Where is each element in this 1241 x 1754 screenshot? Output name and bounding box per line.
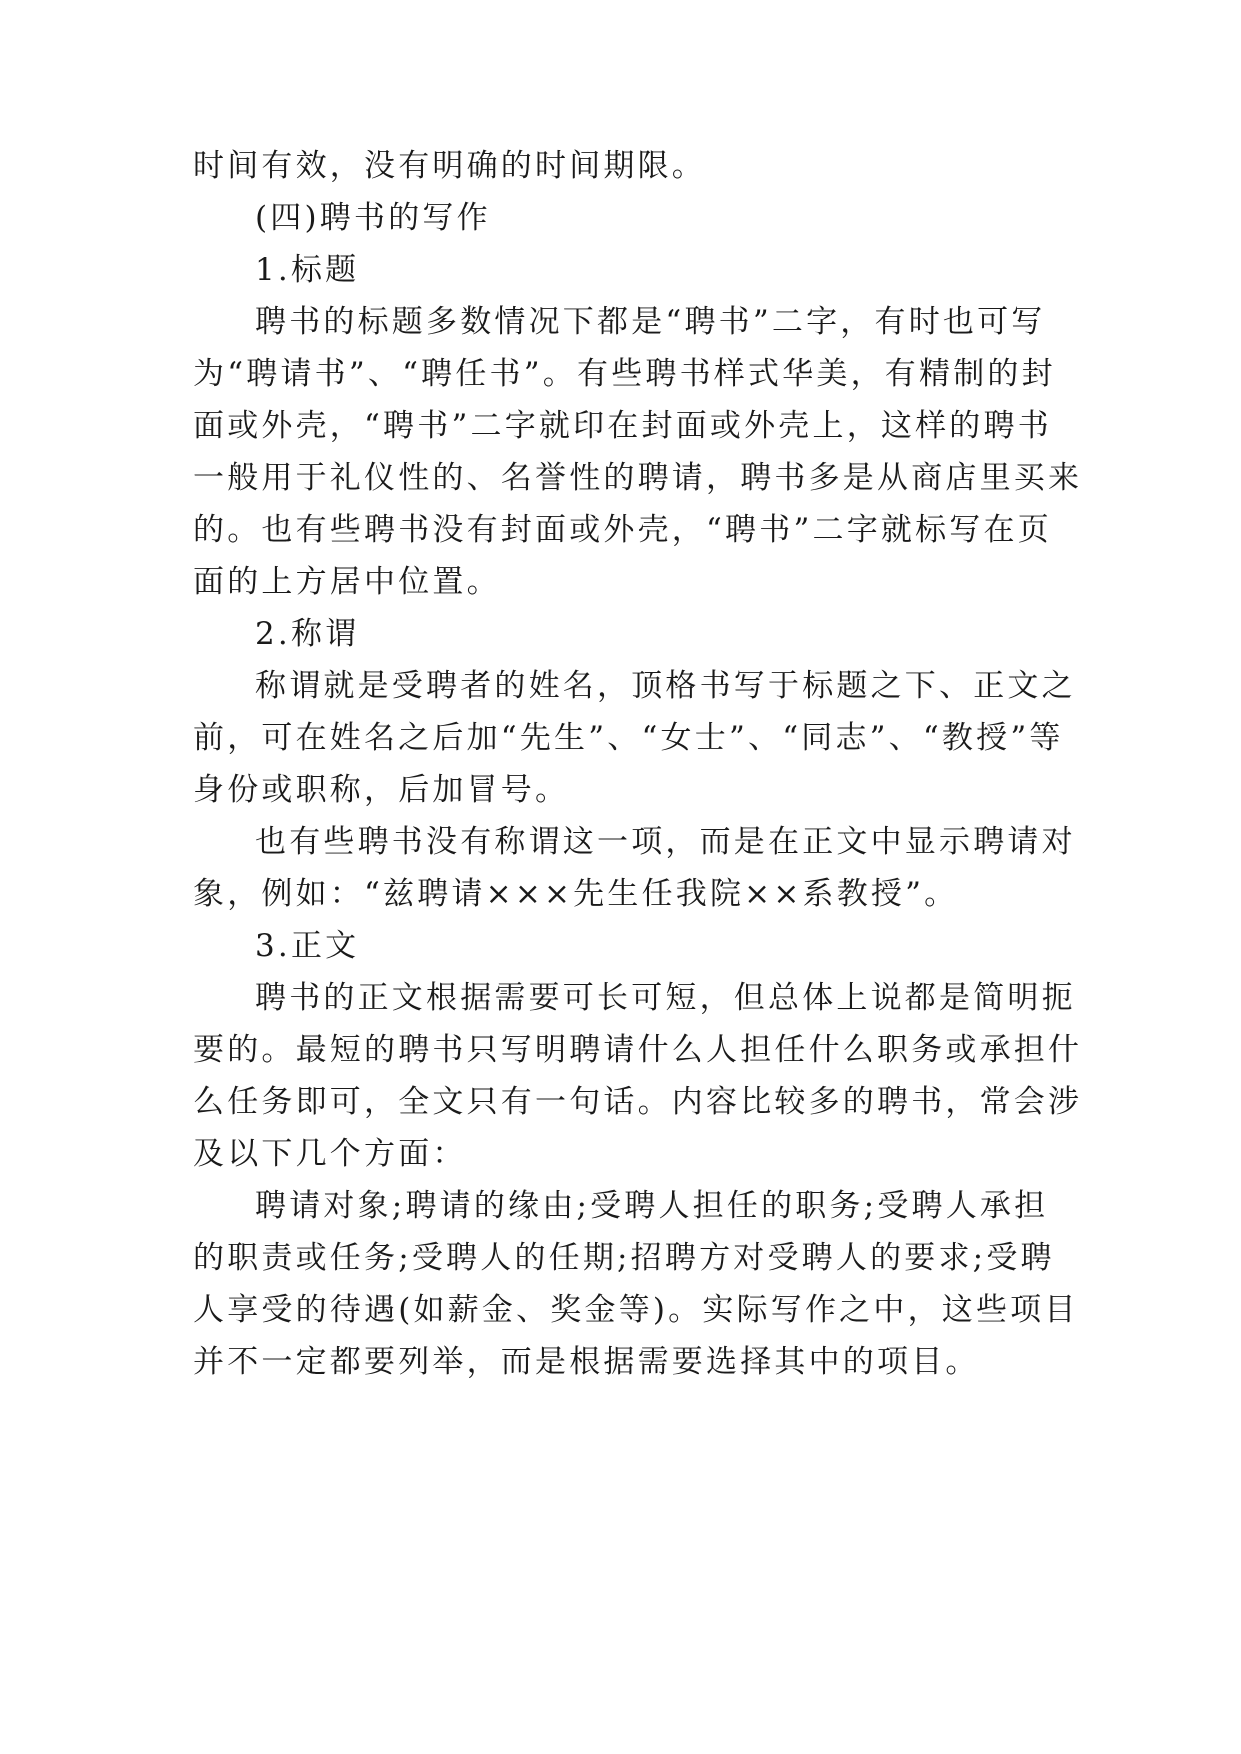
text-line: 人享受的待遇(如薪金、奖金等)。实际写作之中，这些项目 (193, 1292, 1079, 1328)
text-line: 前，可在姓名之后加“先生”、“女士”、“同志”、“教授”等 (193, 720, 1064, 756)
text-line: 面或外壳，“聘书”二字就印在封面或外壳上，这样的聘书 (193, 408, 1052, 444)
text-line: 么任务即可，全文只有一句话。内容比较多的聘书，常会涉 (193, 1084, 1083, 1120)
text-line: 要的。最短的聘书只写明聘请什么人担任什么职务或承担什 (193, 1032, 1083, 1068)
text-line: 一般用于礼仪性的、名誉性的聘请，聘书多是从商店里买来 (193, 460, 1083, 496)
text-line: 身份或职称，后加冒号。 (193, 772, 570, 808)
subsection-heading: 2.称谓 (255, 616, 360, 652)
section-heading: (四)聘书的写作 (255, 200, 491, 236)
subsection-heading: 1.标题 (255, 252, 360, 288)
text-line: 聘请对象;聘请的缘由;受聘人担任的职务;受聘人承担 (255, 1188, 1049, 1224)
text-line: 聘书的标题多数情况下都是“聘书”二字，有时也可写 (255, 304, 1046, 340)
text-line: 面的上方居中位置。 (193, 564, 501, 600)
text-line: 时间有效，没有明确的时间期限。 (193, 148, 706, 184)
text-line: 为“聘请书”、“聘任书”。有些聘书样式华美，有精制的封 (193, 356, 1056, 392)
text-line: 也有些聘书没有称谓这一项，而是在正文中显示聘请对 (255, 824, 1076, 860)
text-line: 的职责或任务;受聘人的任期;招聘方对受聘人的要求;受聘 (193, 1240, 1055, 1276)
text-line: 聘书的正文根据需要可长可短，但总体上说都是简明扼 (255, 980, 1076, 1016)
text-line: 称谓就是受聘者的姓名，顶格书写于标题之下、正文之 (255, 668, 1076, 704)
text-line: 的。也有些聘书没有封面或外壳，“聘书”二字就标写在页 (193, 512, 1052, 548)
text-line: 并不一定都要列举，而是根据需要选择其中的项目。 (193, 1344, 980, 1380)
subsection-heading: 3.正文 (255, 928, 360, 964)
text-line: 及以下几个方面： (193, 1136, 467, 1172)
text-line: 象，例如：“兹聘请×××先生任我院××系教授”。 (193, 876, 959, 912)
